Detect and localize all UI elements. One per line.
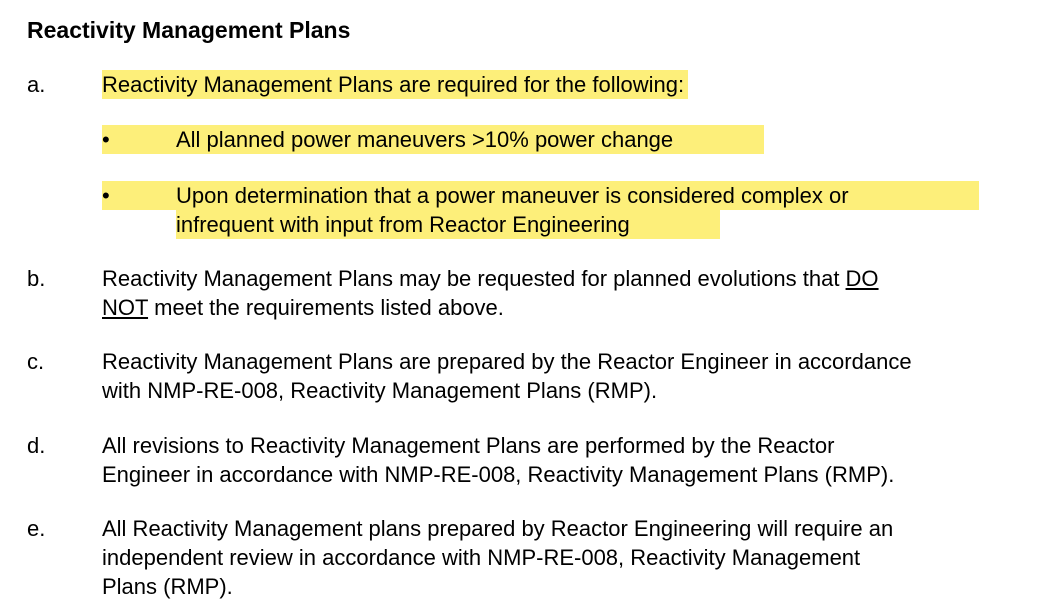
bullet-2-text <box>176 181 849 239</box>
item-b-line-1-text: Reactivity Management Plans may be requested for planned evolutions that <box>102 266 846 291</box>
item-d-line-2: Engineer in accordance with NMP-RE-008, Reactivity Management Plans (RMP). <box>102 462 895 487</box>
item-a-text <box>102 70 1060 99</box>
bullet-2-line-2: infrequent with input from Reactor Engineering <box>176 212 630 237</box>
item-b-underlined-not: NOT <box>102 295 149 320</box>
item-b-text <box>102 264 1060 322</box>
bullet-1-symbol: • <box>102 127 110 152</box>
item-b-marker: b. <box>27 266 46 291</box>
item-e-line-2: independent review in accordance with NMP-RE-008, Reactivity Management <box>102 545 861 570</box>
item-b-underlined-do: DO <box>845 266 879 291</box>
item-c-line-1: Reactivity Management Plans are prepared by the Reactor Engineer in accordance <box>102 349 912 374</box>
bullet-2-line-1: Upon determination that a power maneuver is considered complex or <box>176 183 849 208</box>
bullet-2-symbol: • <box>102 183 110 208</box>
item-e-line-1: All Reactivity Management plans prepared by Reactor Engineering will require an <box>102 516 894 541</box>
item-d-text <box>102 431 1060 489</box>
item-a-marker: a. <box>27 72 46 97</box>
bullet-1-line: All planned power maneuvers >10% power change <box>176 127 674 152</box>
item-c-line-2: with NMP-RE-008, Reactivity Management Plans (RMP). <box>102 378 658 403</box>
item-b-line-2-text: meet the requirements listed above. <box>148 295 504 320</box>
item-d-line-1: All revisions to Reactivity Management Plans are performed by the Reactor <box>102 433 835 458</box>
item-a-highlighted-text: Reactivity Management Plans are required for the following: <box>102 70 688 99</box>
item-c-marker: c. <box>27 349 45 374</box>
item-c-text <box>102 347 1060 405</box>
item-b-line-2 <box>102 293 1060 322</box>
item-e-line-3: Plans (RMP). <box>102 574 233 599</box>
item-e-text <box>102 514 1060 601</box>
item-b-line-1 <box>102 264 1060 293</box>
item-d-marker: d. <box>27 433 46 458</box>
item-e-marker: e. <box>27 516 46 541</box>
section-title: Reactivity Management Plans <box>27 17 351 43</box>
bullet-1-text <box>176 125 673 154</box>
